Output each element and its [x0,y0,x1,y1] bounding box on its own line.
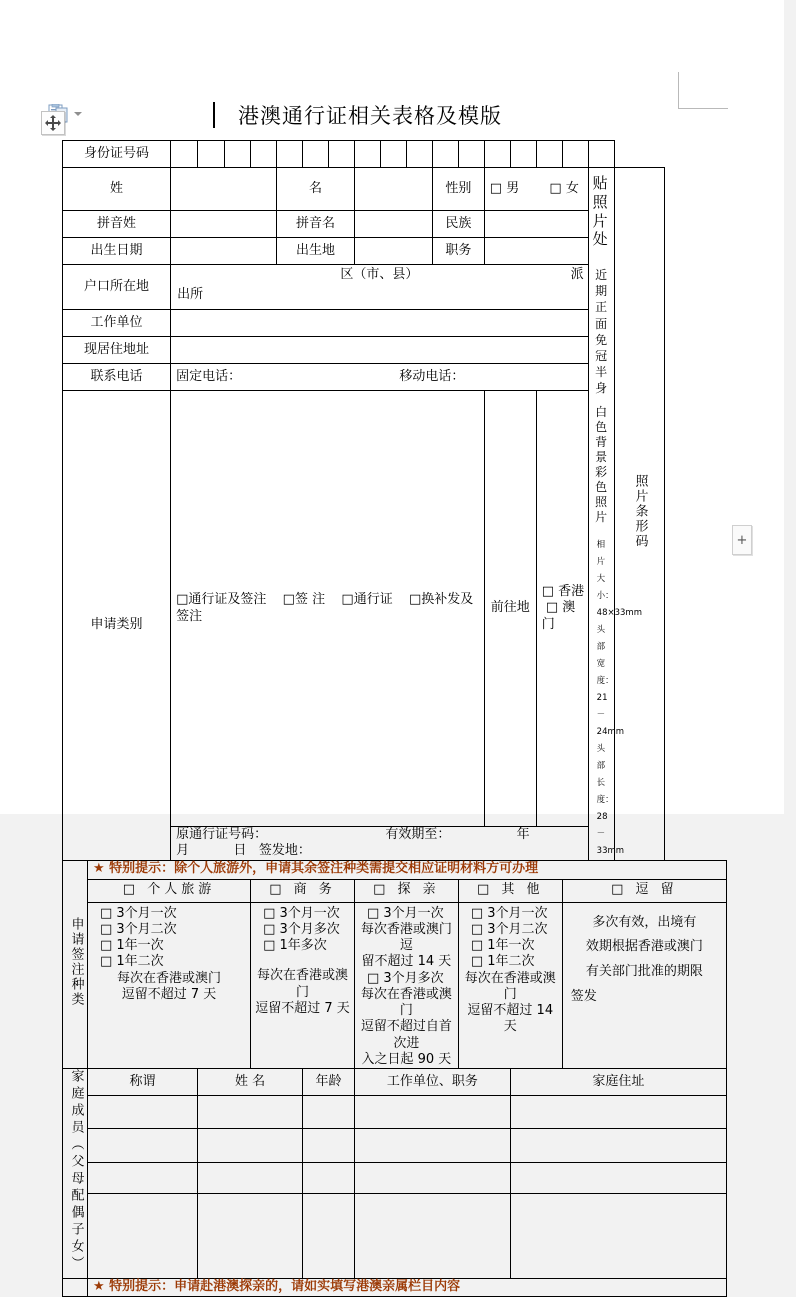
visa-opt-checkbox[interactable]: □ [263,938,276,953]
family-cell-relation[interactable] [87,1194,197,1279]
visa-category-body-3[interactable] [458,902,562,1069]
visa-category-checkbox-0[interactable]: □ [122,882,140,898]
family-section-vertical-label [63,1069,88,1279]
visa-category-body-1[interactable] [251,902,355,1069]
visa-category-body-row [63,902,727,1069]
visa-opt-checkbox[interactable]: □ [470,905,484,921]
old-pass-year-label: 年 [516,827,530,842]
birthplace-label: 出生地 [277,238,355,265]
ethnicity-input[interactable] [484,211,588,238]
family-cell-address[interactable] [510,1129,726,1162]
family-cell-age[interactable] [303,1129,355,1162]
id-cell[interactable] [354,141,380,168]
visa-opt-label: 1年二次 [116,954,164,970]
visa-category-header-4[interactable] [562,879,726,902]
old-pass-valid-label: 有效期至： [385,827,451,842]
family-cell-address[interactable] [510,1194,726,1279]
right-gutter [784,0,796,814]
visa-opt-checkbox[interactable]: □ [263,921,276,937]
apply-type-option-0: 通行证及签注 [188,592,267,608]
old-pass-input[interactable] [171,827,589,861]
apply-type-option-3: 换补发及签注 [176,592,474,624]
id-cell[interactable] [536,141,562,168]
surname-input[interactable] [171,168,277,211]
visa-category-checkbox-2[interactable]: □ [373,882,390,898]
visa-note: 每次在香港或澳门 [117,970,222,986]
workunit-label: 工作单位 [63,310,171,337]
givenname-input[interactable] [354,168,432,211]
household-district-text: 区（市、县） [340,267,419,282]
address-input[interactable] [171,337,589,364]
family-cell-age[interactable] [303,1194,355,1279]
name-row [63,168,727,211]
old-pass-day-label: 日 [233,843,247,859]
apply-type-checkbox-2[interactable]: □ [341,592,354,608]
visa-note: 每次香港或澳门逗 [360,921,452,953]
apply-type-option-2: 通行证 [353,592,393,608]
visa-category-header-3[interactable] [458,879,562,902]
apply-type-label: 申请类别 [63,391,171,861]
family-cell-address[interactable] [510,1162,726,1193]
family-cell-age[interactable] [303,1095,355,1128]
visa-opt-label: 1年一次 [487,938,535,953]
visa-note: 每次在香港或澳门 [360,986,452,1018]
gender-options[interactable] [484,168,588,211]
photo-spec-head-width: 头部宽度：21－24mm [596,624,625,737]
id-cell[interactable] [458,141,484,168]
family-header-row [63,1069,727,1096]
family-cell-workunit[interactable] [354,1095,510,1128]
destination-hk-label: 香港 [558,584,585,600]
birthplace-input[interactable] [354,238,432,265]
surname-label: 姓 [63,168,171,211]
apply-type-options[interactable] [171,391,485,827]
visa-opt-checkbox[interactable]: □ [470,921,484,937]
gender-checkbox-female[interactable]: □ [549,180,562,196]
family-cell-name[interactable] [198,1129,303,1162]
visa-note: 效期根据香港或澳门 [585,939,703,955]
visa-category-header-row [63,879,727,902]
family-cell-workunit[interactable] [354,1194,510,1279]
photo-line-1: 近期正面免冠半身 [595,268,608,396]
visa-category-label-2: 探 亲 [397,882,440,898]
family-data-row [63,1095,727,1128]
id-cell[interactable] [251,141,277,168]
gender-male-label: 男 [506,180,520,196]
destination-checkbox-hk[interactable]: □ [541,584,559,600]
id-cell[interactable] [198,141,225,168]
visa-category-checkbox-4[interactable]: □ [611,882,628,898]
visa-note: 留不超过 14 天 [361,954,452,970]
visa-category-checkbox-1[interactable]: □ [269,882,286,898]
apply-type-checkbox-0[interactable]: □ [176,592,189,608]
id-cell[interactable] [484,141,510,168]
page-title: 港澳通行证相关表格及模版 [238,104,502,128]
pinyin-surname-label: 拼音姓 [63,211,171,238]
address-label: 现居住地址 [63,337,171,364]
id-cell[interactable] [277,141,303,168]
id-cell[interactable] [171,141,198,168]
visa-opt-label: 3个月一次 [383,905,444,921]
id-cell[interactable] [406,141,432,168]
family-section-vertical-text: 家庭成员（父母配偶子女） [68,1069,84,1273]
family-data-row [63,1162,727,1193]
id-cell[interactable] [328,141,354,168]
family-header-address: 家庭住址 [510,1069,726,1096]
family-cell-name[interactable] [198,1095,303,1128]
id-cell[interactable] [225,141,251,168]
application-form-table [62,140,727,1297]
visa-category-label-4: 逗 留 [635,882,678,898]
visa-opt-checkbox[interactable]: □ [366,970,380,986]
visa-notice-row [63,860,727,879]
visa-opt-label: 1年多次 [279,938,327,953]
visa-category-label-3: 其 他 [501,882,544,898]
visa-opt-checkbox[interactable]: □ [99,921,113,937]
margin-marker-top-right [678,72,728,109]
bottom-notice-text: ★ 特别提示：申请赴港澳探亲的，请如实填写港澳亲属栏目内容 [87,1279,726,1296]
old-pass-number-label: 原通行证号码： [176,827,268,842]
household-station-text: 出所 [177,287,204,302]
insert-plus-button[interactable]: + [732,525,752,555]
family-cell-relation[interactable] [87,1162,197,1193]
visa-opt-label: 3个月一次 [116,905,177,921]
family-header-age: 年龄 [303,1069,355,1096]
ethnicity-label: 民族 [432,211,484,238]
destination-options[interactable] [536,391,588,827]
visa-opt-label: 3个月多次 [383,970,444,986]
visa-opt-checkbox[interactable]: □ [470,938,484,953]
id-number-row [63,141,727,168]
visa-opt-label: 1年二次 [487,954,535,970]
visa-opt-checkbox[interactable]: □ [263,905,276,921]
visa-category-label-0: 个人旅游 [147,882,216,898]
visa-note: 签发 [570,988,597,1004]
mobile-label: 移动电话： [399,368,465,384]
text-caret [213,102,215,128]
visa-opt-checkbox[interactable]: □ [99,954,113,970]
visa-note: 有关部门批准的期限 [585,963,703,979]
visa-opt-label: 3个月二次 [116,921,177,937]
pinyin-surname-input[interactable] [171,211,277,238]
contact-input[interactable] [171,364,589,391]
visa-opt-checkbox[interactable]: □ [366,905,380,921]
destination-label: 前往地 [484,391,536,827]
family-data-row [63,1194,727,1279]
id-cell[interactable] [380,141,406,168]
id-cell[interactable] [562,141,588,168]
visa-category-label-1: 商 务 [293,882,336,898]
birthdate-input[interactable] [171,238,277,265]
destination-checkbox-mo[interactable]: □ [545,600,563,616]
gender-checkbox-male[interactable]: □ [489,180,507,196]
position-label: 职务 [432,238,484,265]
visa-note: 入之日起 90 天 [361,1051,452,1067]
visa-category-checkbox-3[interactable]: □ [476,882,494,898]
visa-opt-label: 3个月二次 [487,921,548,937]
family-cell-relation[interactable] [87,1129,197,1162]
family-header-name: 姓 名 [198,1069,303,1096]
family-cell-workunit[interactable] [354,1129,510,1162]
id-cell[interactable] [588,141,614,168]
visa-category-body-4[interactable] [562,902,726,1069]
visa-section-vertical-label [63,860,88,1069]
workunit-input[interactable] [171,310,589,337]
destination-mo-label: 澳门 [541,600,576,632]
visa-note: 逗留不超过 7 天 [121,986,217,1002]
position-input[interactable] [484,238,588,265]
visa-opt-label: 3个月一次 [487,905,548,921]
visa-notice-text: ★ 特别提示：除个人旅游外，申请其余签注种类需提交相应证明材料方可办理 [87,860,726,879]
family-data-row [63,1129,727,1162]
visa-note: 多次有效，出境有 [592,914,697,930]
visa-opt-label: 3个月多次 [279,921,340,937]
bottom-notice-row [63,1279,727,1296]
visa-note: 每次在香港或澳门 [257,968,349,1000]
visa-opt-checkbox[interactable]: □ [470,954,484,970]
visa-category-header-1[interactable] [251,879,355,902]
family-cell-name[interactable] [198,1194,303,1279]
photo-barcode-label: 照片条形码 [632,473,648,549]
visa-opt-checkbox[interactable]: □ [99,905,113,921]
visa-category-header-2[interactable] [354,879,458,902]
visa-category-body-0[interactable] [87,902,250,1069]
birthdate-label: 出生日期 [63,238,171,265]
family-cell-relation[interactable] [87,1095,197,1128]
old-pass-issue-place-label: 签发地： [258,843,311,859]
photo-spec-head-length: 头部长度：28－33mm [596,743,625,856]
visa-opt-label: 1年一次 [116,938,164,953]
family-header-relation: 称谓 [87,1069,197,1096]
bottom-notice-spacer [63,1279,88,1296]
family-cell-address[interactable] [510,1095,726,1128]
household-police-text: 派 [570,267,584,282]
visa-note: 逗留不超过 14 天 [467,1003,554,1035]
family-cell-workunit[interactable] [354,1162,510,1193]
family-header-workunit: 工作单位、职务 [354,1069,510,1096]
visa-opt-checkbox[interactable]: □ [99,938,113,953]
apply-type-checkbox-1[interactable]: □ [282,592,295,608]
household-label: 户口所在地 [63,265,171,310]
gender-label: 性别 [432,168,484,211]
family-cell-name[interactable] [198,1162,303,1193]
givenname-label: 名 [277,168,355,211]
visa-category-header-0[interactable] [87,879,250,902]
pinyin-givenname-label: 拼音名 [277,211,355,238]
contact-label: 联系电话 [63,364,171,391]
photo-line-2: 白色背景彩色照片 [595,404,608,524]
id-cell[interactable] [432,141,458,168]
apply-type-checkbox-3[interactable]: □ [408,592,422,608]
id-cell[interactable] [510,141,536,168]
id-number-label: 身份证号码 [63,141,171,168]
visa-note: 逗留不超过 7 天 [255,1000,350,1016]
household-input[interactable] [171,265,589,310]
gender-female-label: 女 [565,180,579,196]
visa-category-body-2[interactable] [354,902,458,1069]
photo-spec-size: 相片大小：48×33mm [596,539,642,618]
id-cell[interactable] [303,141,329,168]
photo-header: 贴照片处 [592,174,610,249]
visa-section-vertical-text: 申请签注种类 [68,916,84,1007]
visa-note: 逗留不超过自首次进 [360,1019,452,1051]
visa-note: 每次在香港或澳门 [464,970,556,1002]
photo-barcode-area[interactable] [614,168,664,861]
landline-label: 固定电话： [176,368,242,384]
old-pass-month-label: 月 [176,843,190,859]
visa-opt-label: 3个月一次 [279,905,340,921]
pinyin-givenname-input[interactable] [354,211,432,238]
family-cell-age[interactable] [303,1162,355,1193]
apply-type-option-1: 签 注 [294,592,326,608]
